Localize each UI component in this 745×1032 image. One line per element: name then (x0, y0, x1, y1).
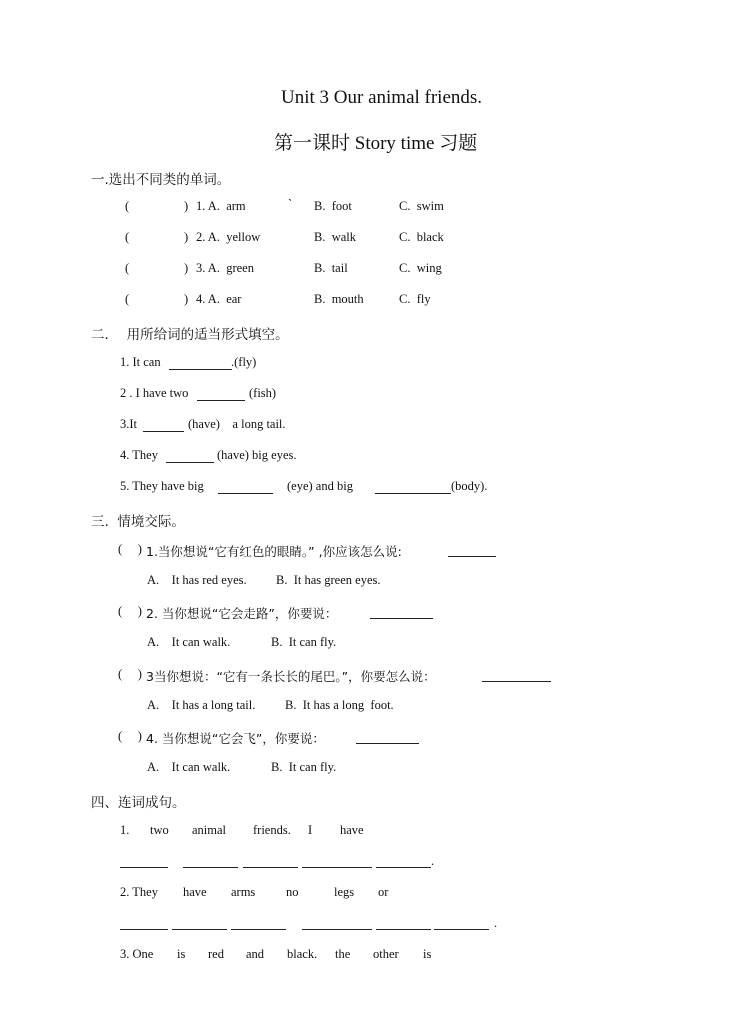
fill-q3-blank[interactable] (143, 431, 184, 432)
word-chip: other (373, 947, 399, 961)
word-chip: the (335, 947, 351, 961)
fill-q4-hint: (have) big eyes. (217, 448, 297, 462)
stray-mark: ` (288, 197, 293, 211)
fill-q5-text: 5. They have big (120, 479, 204, 493)
answer-blank[interactable] (302, 929, 372, 930)
word-chip: arms (231, 885, 256, 899)
section1-heading: 一.选出不同类的单词。 (91, 172, 231, 188)
word-chip: is (177, 947, 186, 961)
answer-paren-open: ( (125, 261, 130, 275)
answer-blank[interactable] (243, 867, 298, 868)
choice-paren: ( ) (118, 542, 142, 556)
answer-paren-open: ( (125, 292, 130, 306)
option-a: 1. A. arm (196, 199, 246, 213)
word-chip: have (340, 823, 364, 837)
page-title: Unit 3 Our animal friends. (281, 87, 483, 108)
word-chip: have (183, 885, 207, 899)
fill-q3-text: 3.It (120, 417, 138, 431)
fill-q4-text: 4. They (120, 448, 158, 462)
answer-blank[interactable] (376, 867, 431, 868)
word-chip: animal (192, 823, 227, 837)
option-c: C. black (399, 230, 444, 244)
option-c: C. fly (399, 292, 431, 306)
word-chip: 1. (120, 823, 130, 837)
dialog-blank[interactable] (356, 743, 419, 744)
answer-blank[interactable] (172, 929, 227, 930)
section4-heading: 四、连词成句。 (91, 795, 186, 811)
option-b: B. walk (314, 230, 357, 244)
dialog-question: 1.当你想说“它有红色的眼睛。” ,你应该怎么说: (146, 544, 402, 559)
option-a: 2. A. yellow (196, 230, 261, 244)
answer-paren-close: ) (184, 261, 189, 275)
fill-q1-text: 1. It can (120, 355, 161, 369)
dialog-option-b: B. It can fly. (271, 635, 337, 649)
fill-q1-blank[interactable] (169, 369, 232, 370)
dialog-option-a: A. It has red eyes. (147, 573, 247, 587)
word-chip: or (378, 885, 389, 899)
choice-paren: ( ) (118, 667, 142, 681)
dialog-option-b: B. It has green eyes. (276, 573, 381, 587)
word-chip: and (246, 947, 265, 961)
option-a: 4. A. ear (196, 292, 242, 306)
answer-paren-open: ( (125, 199, 130, 213)
dialog-question: 4. 当你想说“它会飞”，你要说： (146, 731, 325, 746)
option-c: C. wing (399, 261, 442, 275)
dialog-option-a: A. It can walk. (147, 760, 231, 774)
answer-blank[interactable] (120, 929, 168, 930)
fill-q5-hint-2: (body). (451, 479, 488, 493)
fill-q2-hint: (fish) (249, 386, 277, 400)
page-subtitle: 第一课时 Story time 习题 (274, 133, 478, 154)
answer-paren-close: ) (184, 292, 189, 306)
fill-q1-hint: .(fly) (231, 355, 257, 369)
option-a: 3. A. green (196, 261, 254, 275)
fill-q2-text: 2 . I have two (120, 386, 189, 400)
fill-q4-blank[interactable] (166, 462, 214, 463)
word-chip: legs (334, 885, 355, 899)
answer-blank[interactable] (231, 929, 286, 930)
sentence-end: . (494, 916, 498, 930)
answer-blank[interactable] (120, 867, 168, 868)
option-b: B. tail (314, 261, 348, 275)
section3-heading: 三. 情境交际。 (91, 514, 185, 530)
dialog-option-b: B. It can fly. (271, 760, 337, 774)
fill-q3-hint: (have) a long tail. (188, 417, 286, 431)
answer-blank[interactable] (183, 867, 238, 868)
word-chip: two (150, 823, 169, 837)
sentence-end: . (431, 854, 435, 868)
word-chip: 3. One (120, 947, 154, 961)
dialog-option-b: B. It has a long foot. (285, 698, 394, 712)
option-b: B. mouth (314, 292, 364, 306)
choice-paren: ( ) (118, 604, 142, 618)
dialog-option-a: A. It can walk. (147, 635, 231, 649)
choice-paren: ( ) (118, 729, 142, 743)
dialog-question: 2. 当你想说“它会走路”，你要说： (146, 606, 338, 621)
dialog-question: 3当你想说：“它有一条长长的尾巴。”，你要怎么说： (146, 669, 436, 684)
fill-q5-blank-2[interactable] (375, 493, 451, 494)
word-chip: no (286, 885, 299, 899)
section2-heading: 二． 用所给词的适当形式填空。 (91, 327, 289, 343)
dialog-blank[interactable] (448, 556, 496, 557)
fill-q5-hint-1: (eye) and big (287, 479, 353, 493)
word-chip: 2. They (120, 885, 158, 899)
fill-q2-blank[interactable] (197, 400, 245, 401)
dialog-blank[interactable] (370, 618, 433, 619)
word-chip: friends. (253, 823, 291, 837)
word-chip: black. (287, 947, 318, 961)
option-b: B. foot (314, 199, 352, 213)
answer-blank[interactable] (376, 929, 431, 930)
answer-blank[interactable] (302, 867, 372, 868)
word-chip: I (308, 823, 313, 837)
answer-paren-close: ) (184, 230, 189, 244)
answer-paren-open: ( (125, 230, 130, 244)
option-c: C. swim (399, 199, 444, 213)
word-chip: is (423, 947, 432, 961)
word-chip: red (208, 947, 224, 961)
answer-blank[interactable] (434, 929, 489, 930)
fill-q5-blank-1[interactable] (218, 493, 273, 494)
answer-paren-close: ) (184, 199, 189, 213)
dialog-blank[interactable] (482, 681, 551, 682)
dialog-option-a: A. It has a long tail. (147, 698, 256, 712)
